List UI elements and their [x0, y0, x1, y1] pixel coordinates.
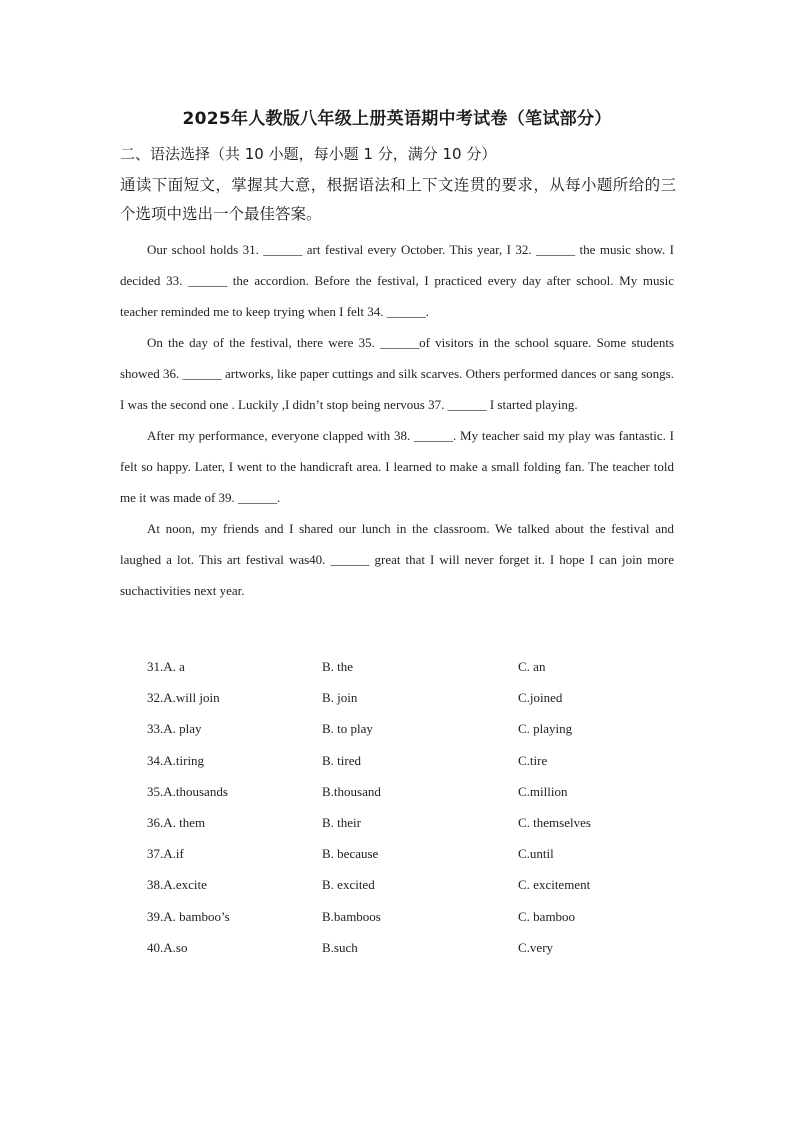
- option-c: C. an: [518, 659, 546, 674]
- option-row-36: [147, 815, 667, 846]
- option-b: B. the: [322, 659, 354, 674]
- option-c: C.until: [518, 846, 554, 862]
- option-row-35: [147, 784, 667, 815]
- option-row-32: [147, 690, 667, 721]
- reading-passage: [120, 234, 674, 606]
- passage-paragraph: After my performance, everyone clapped with 38. ______. My teacher said my play was fantastic. I felt so happy. Later, I went to the handicraft area. I learned to make a small folding fan. The teacher told me it was made of 39. ______.: [120, 428, 674, 505]
- passage-paragraph: At noon, my friends and I shared our lunch in the classroom. We talked about the festival and laughed a lot. This art festival was40. ______ great that I will never forget it. I hope I can join more suchactivities next year.: [120, 521, 674, 598]
- option-a: 32.A.will join: [147, 690, 220, 706]
- option-b: B. excited: [322, 877, 375, 893]
- section-instruction: 通读下面短文，掌握其大意，根据语法和上下文连贯的要求，从每小题所给的三个选项中选出一个最佳答案。: [120, 176, 676, 223]
- option-row-37: [147, 846, 667, 877]
- option-c: C.very: [518, 939, 554, 955]
- option-a: 37.A.if: [147, 846, 184, 862]
- option-c: C. excitement: [518, 877, 591, 893]
- option-b: B. to play: [322, 721, 373, 737]
- option-b: B.bamboos: [322, 908, 381, 924]
- option-b: B. because: [322, 846, 379, 862]
- passage-paragraph: Our school holds 31. ______ art festival every October. This year, I 32. ______ the music show. I decided 33. ______ the accordion. Before the festival, I practiced every day after school. My music teacher reminded me to keep trying when I felt 34. ______.: [120, 242, 674, 319]
- option-row-33: [147, 721, 667, 752]
- option-c: C.joined: [518, 690, 563, 706]
- option-a: 38.A.excite: [147, 877, 207, 893]
- option-c: C.tire: [518, 752, 548, 768]
- option-c: C. bamboo: [518, 908, 576, 924]
- exam-title: 2025年人教版八年级上册英语期中考试卷（笔试部分）: [182, 109, 612, 129]
- option-a: 40.A.so: [147, 939, 188, 955]
- option-a: 31.A. a: [147, 659, 185, 674]
- option-b: B.thousand: [322, 783, 381, 799]
- option-c: C. themselves: [518, 814, 591, 830]
- option-b: B. their: [322, 814, 361, 830]
- answer-options: [147, 659, 667, 971]
- option-row-40: [147, 940, 667, 971]
- option-a: 35.A.thousands: [147, 783, 228, 799]
- option-row-39: [147, 909, 667, 940]
- passage-paragraph: On the day of the festival, there were 35. ______of visitors in the school square. Some students showed 36. ______ artworks, like paper cuttings and silk scarves. Others performed dances or sang songs. I was the second one . Luckily ,I didn’t stop being nervous 37. ______ I started playing.: [120, 335, 674, 412]
- option-c: C.million: [518, 783, 568, 799]
- option-a: 36.A. them: [147, 814, 206, 830]
- option-a: 33.A. play: [147, 721, 202, 737]
- section-heading: 二、语法选择（共 10 小题，每小题 1 分，满分 10 分）: [120, 145, 497, 163]
- option-row-38: [147, 877, 667, 908]
- option-row-31: [147, 659, 667, 690]
- option-a: 34.A.tiring: [147, 752, 205, 768]
- option-b: B. tired: [322, 752, 361, 768]
- option-b: B. join: [322, 690, 358, 706]
- option-b: B.such: [322, 939, 358, 955]
- option-a: 39.A. bamboo’s: [147, 908, 230, 924]
- option-c: C. playing: [518, 721, 573, 737]
- option-row-34: [147, 753, 667, 784]
